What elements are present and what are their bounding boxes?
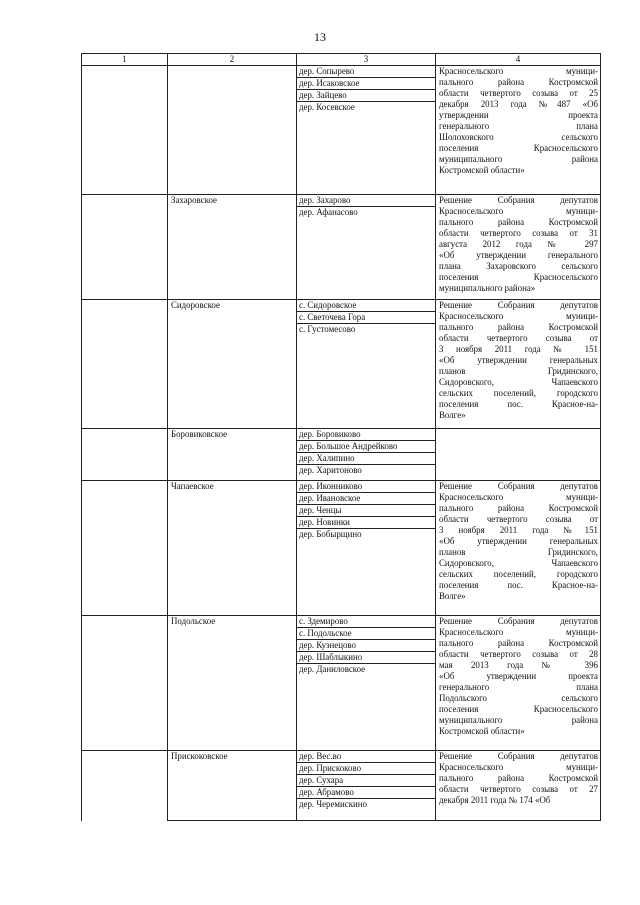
- settlement-name: [168, 66, 297, 195]
- decision-line: пального района Костромской: [439, 77, 598, 87]
- table-row: [82, 66, 601, 195]
- decision-line: Решение Собрания депутатов: [439, 616, 598, 626]
- decision-line: области четвертого созыва от: [439, 514, 598, 524]
- settlement-name: Чапаевское: [168, 481, 297, 616]
- locality-list: [299, 616, 433, 675]
- settlement-name: Захаровское: [168, 195, 297, 300]
- decision-text: [438, 481, 598, 602]
- column-1-cell: [82, 300, 168, 429]
- decision-line: пального района Костромской: [439, 322, 598, 332]
- locality-item: с. Подольское: [297, 628, 435, 640]
- decision-line: пального района Костромской: [439, 773, 598, 783]
- locality-item: дер. Вес.во: [297, 751, 435, 763]
- decision-line: мая 2013 года № 396: [439, 660, 598, 670]
- localities-cell: [297, 300, 436, 429]
- table-row: [82, 300, 601, 429]
- decision-line: Сидоровского, Чапаевского: [439, 558, 598, 568]
- decision-line: области четвертого созыва от: [439, 333, 598, 343]
- locality-item: дер. Ивановское: [297, 493, 435, 505]
- page-number: 13: [314, 30, 326, 44]
- decision-text: [438, 616, 598, 737]
- table-body: [82, 66, 601, 821]
- decision-line: поселения Красносельского: [439, 704, 598, 714]
- decision-line: пального района Костромской: [439, 217, 598, 227]
- locality-list: [299, 66, 433, 113]
- decision-line: муниципального района: [439, 715, 598, 725]
- locality-item: дер. Сопырево: [297, 66, 435, 78]
- header-col-3: 3: [297, 54, 436, 66]
- decision-line: муниципального района: [439, 154, 598, 164]
- decision-line: пального района Костромской: [439, 503, 598, 513]
- decision-cell: [436, 751, 601, 821]
- settlements-table: [81, 53, 601, 821]
- locality-item: дер. Прискоково: [297, 763, 435, 775]
- locality-item: дер. Иконниково: [297, 481, 435, 493]
- localities-cell: [297, 429, 436, 481]
- column-1-cell: [82, 616, 168, 751]
- table-row: [82, 429, 601, 481]
- locality-item: дер. Ченцы: [297, 505, 435, 517]
- decision-line: генерального плана: [439, 121, 598, 131]
- localities-cell: [297, 616, 436, 751]
- settlement-name: Боровиковское: [168, 429, 297, 481]
- decision-line: «Об утверждении генеральных: [439, 536, 598, 546]
- locality-list: [299, 429, 433, 476]
- locality-item: дер. Сухара: [297, 775, 435, 787]
- decision-line: пального района Костромской: [439, 638, 598, 648]
- localities-cell: [297, 481, 436, 616]
- decision-line: «Об утверждении генерального: [439, 250, 598, 260]
- header-col-4: 4: [436, 54, 601, 66]
- decision-line: Подольского сельского: [439, 693, 598, 703]
- decision-line: Сидоровского, Чапаевского: [439, 377, 598, 387]
- decision-line: 3 ноября 2011 года № 151: [439, 344, 598, 354]
- locality-item: дер. Афанасово: [299, 207, 358, 217]
- decision-line: Красносельского муници-: [439, 206, 598, 216]
- decision-line: Красносельского муници-: [439, 66, 598, 76]
- decision-cell: [436, 481, 601, 616]
- decision-line: декабря 2011 года № 174 «Об: [439, 795, 551, 805]
- decision-line: поселения Красносельского: [439, 272, 598, 282]
- decision-line: «Об утверждении проекта: [439, 671, 598, 681]
- locality-item: дер. Шаблыкино: [297, 652, 435, 664]
- table-row: [82, 616, 601, 751]
- column-1-cell: [82, 195, 168, 300]
- decision-line: Решение Собрания депутатов: [439, 751, 598, 761]
- locality-item: дер. Черемискино: [299, 799, 367, 809]
- settlement-name: Прискоковское: [168, 751, 297, 821]
- locality-item: дер. Зайцево: [297, 90, 435, 102]
- decision-line: Красносельского муници-: [439, 492, 598, 502]
- locality-item: дер. Косевское: [299, 102, 355, 112]
- header-row: [82, 54, 601, 66]
- decision-line: Костромской области»: [439, 165, 525, 175]
- settlement-name: Сидоровское: [168, 300, 297, 429]
- decision-line: сельских поселений, городского: [439, 388, 598, 398]
- decision-line: области четвертого созыва от 25: [439, 88, 598, 98]
- decision-line: планов Гридинского,: [439, 366, 598, 376]
- column-1-cell: [82, 429, 168, 481]
- column-1-cell: [82, 66, 168, 195]
- decision-line: поселения пос. Красное-на-: [439, 399, 598, 409]
- decision-line: Решение Собрания депутатов: [439, 195, 598, 205]
- decision-cell: [436, 616, 601, 751]
- locality-item: с. Здемирово: [297, 616, 435, 628]
- decision-line: сельских поселений, городского: [439, 569, 598, 579]
- decision-line: Решение Собрания депутатов: [439, 300, 598, 310]
- locality-item: с. Светочева Гора: [297, 312, 435, 324]
- locality-item: дер. Новинки: [297, 517, 435, 529]
- decision-line: утверждении проекта: [439, 110, 598, 120]
- locality-item: с. Густомесово: [299, 324, 356, 334]
- decision-line: области четвертого созыва от 31: [439, 228, 598, 238]
- decision-line: Красносельского муници-: [439, 627, 598, 637]
- column-1-cell: [82, 481, 168, 616]
- locality-item: дер. Харитоново: [299, 465, 362, 475]
- locality-item: дер. Боровиковo: [297, 429, 435, 441]
- column-1-cell: [82, 751, 168, 821]
- settlement-name: Подольское: [168, 616, 297, 751]
- decision-line: Волге»: [439, 410, 466, 420]
- decision-line: плана Захаровского сельского: [439, 261, 598, 271]
- decision-cell: [436, 300, 601, 429]
- decision-line: Красносельского муници-: [439, 311, 598, 321]
- decision-line: Костромской области»: [439, 726, 525, 736]
- header-col-2: 2: [168, 54, 297, 66]
- header-col-1: 1: [82, 54, 168, 66]
- decision-text: [438, 751, 598, 806]
- locality-item: дер. Бобырщино: [299, 529, 362, 539]
- decision-line: генерального плана: [439, 682, 598, 692]
- decision-line: области четвертого созыва от 27: [439, 784, 598, 794]
- table-row: [82, 751, 601, 821]
- decision-line: Решение Собрания депутатов: [439, 481, 598, 491]
- decision-line: декабря 2013 года №487 «Об: [439, 99, 598, 109]
- locality-item: дер. Захарово: [297, 195, 435, 207]
- decision-line: Красносельского муници-: [439, 762, 598, 772]
- decision-text: [438, 195, 598, 294]
- locality-item: дер. Кузнецово: [297, 640, 435, 652]
- locality-item: дер. Исаковское: [297, 78, 435, 90]
- decision-line: «Об утверждении генеральных: [439, 355, 598, 365]
- locality-list: [299, 751, 433, 810]
- locality-item: с. Сидоровское: [297, 300, 435, 312]
- decision-line: области четвертого созыва от 28: [439, 649, 598, 659]
- decision-line: муниципального района»: [439, 283, 536, 293]
- decision-text: [438, 300, 598, 421]
- decision-line: Шолоховского сельского: [439, 132, 598, 142]
- decision-text: [438, 66, 598, 176]
- locality-item: дер. Даниловское: [299, 664, 366, 674]
- locality-item: дер. Большое Андрейково: [297, 441, 435, 453]
- localities-cell: [297, 751, 436, 821]
- locality-list: [299, 195, 433, 218]
- decision-cell: [436, 429, 601, 481]
- localities-cell: [297, 195, 436, 300]
- decision-line: планов Гридинского,: [439, 547, 598, 557]
- decision-cell: [436, 195, 601, 300]
- decision-line: Волге»: [439, 591, 466, 601]
- locality-list: [299, 481, 433, 540]
- localities-cell: [297, 66, 436, 195]
- locality-list: [299, 300, 433, 335]
- locality-item: дер. Халипино: [297, 453, 435, 465]
- decision-line: августа 2012 года № 297: [439, 239, 598, 249]
- table-row: [82, 195, 601, 300]
- locality-item: дер. Абрамово: [297, 787, 435, 799]
- table-row: [82, 481, 601, 616]
- decision-line: 3 ноября 2011 года №151: [439, 525, 598, 535]
- decision-cell: [436, 66, 601, 195]
- decision-line: поселения пос. Красное-на-: [439, 580, 598, 590]
- decision-line: поселения Красносельского: [439, 143, 598, 153]
